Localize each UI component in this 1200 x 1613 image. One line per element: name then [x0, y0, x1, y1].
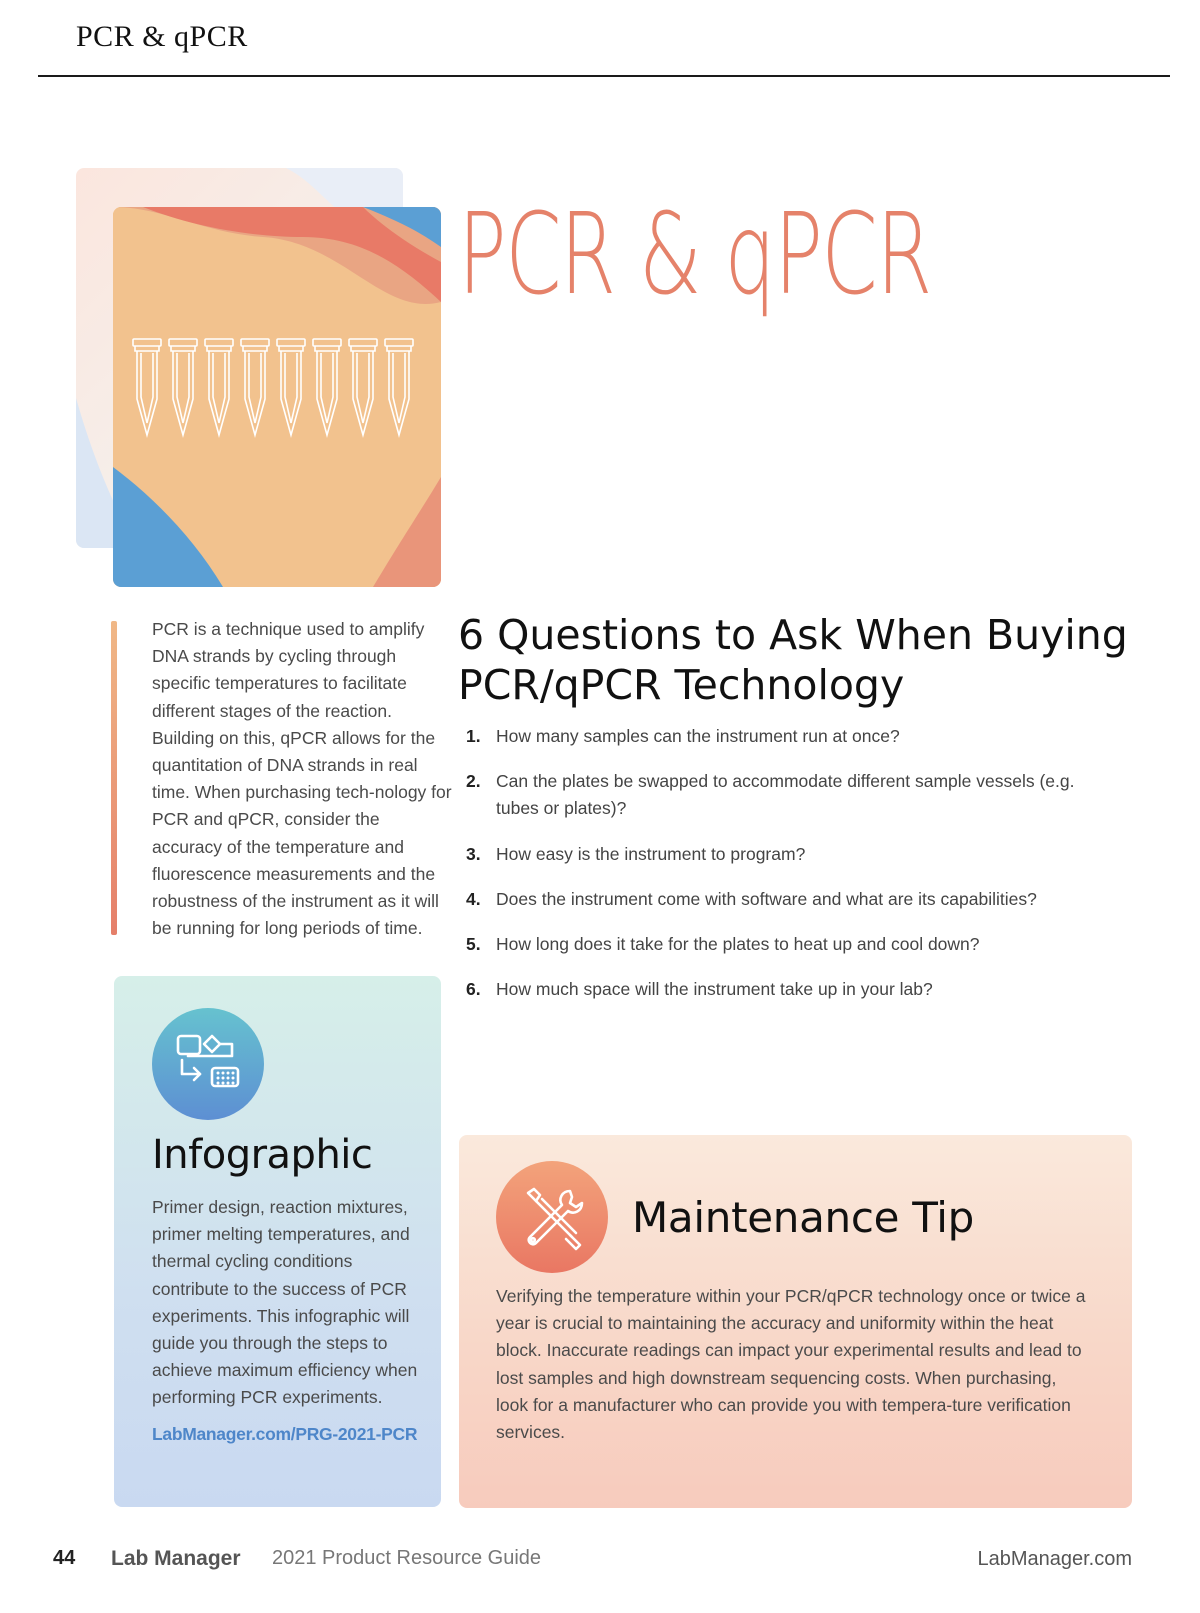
question-number: 6. — [466, 979, 481, 999]
question-item — [466, 976, 1106, 1003]
intro-accent-bar — [111, 621, 117, 935]
questions-heading: 6 Questions to Ask When Buying PCR/qPCR Technology — [458, 611, 1128, 709]
intro-paragraph: PCR is a technique used to amplify DNA strands by cycling through specific temperatures to facilitate different stages of the reaction. Building on this, qPCR allows for the quantitation of DNA strands in real time. When purchasing tech-nology for PCR and qPCR, consider the accuracy of the temperature and fluorescence measurements and the robustness of the instrument as it will be running for long periods of time. — [152, 619, 452, 939]
maintenance-tip-card — [459, 1135, 1132, 1508]
question-number: 3. — [466, 844, 481, 864]
hero-art — [113, 207, 441, 587]
page-number: 44 — [53, 1547, 76, 1569]
tools-icon — [496, 1161, 608, 1273]
question-text: How long does it take for the plates to heat up and cool down? — [496, 934, 980, 954]
infographic-card — [114, 976, 441, 1507]
footer-brand: Lab Manager — [111, 1547, 241, 1570]
question-item — [466, 886, 1106, 913]
question-number: 2. — [466, 771, 481, 791]
question-item — [466, 723, 1106, 750]
running-header: PCR & qPCR — [76, 20, 248, 53]
question-number: 5. — [466, 934, 481, 954]
question-item — [466, 841, 1106, 868]
workflow-icon — [152, 1008, 264, 1120]
questions-list — [466, 723, 1106, 1021]
infographic-body: Primer design, reaction mixtures, primer melting temperatures, and thermal cycling conditions contribute to the success of PCR experiments. This infographic will guide you through the steps to achieve maximum efficiency when performing PCR experiments. — [152, 1197, 418, 1408]
infographic-link[interactable]: LabManager.com/PRG-2021-PCR — [152, 1424, 418, 1444]
footer-guide-title: 2021 Product Resource Guide — [272, 1547, 542, 1569]
question-text: Can the plates be swapped to accommodate different sample vessels (e.g. tubes or plates)? — [496, 771, 1075, 818]
page-title: PCR & qPCR — [458, 190, 931, 320]
infographic-title: Infographic — [152, 1132, 373, 1178]
question-text: How easy is the instrument to program? — [496, 844, 806, 864]
question-number: 4. — [466, 889, 481, 909]
footer-website[interactable]: LabManager.com — [977, 1548, 1132, 1570]
question-item — [466, 931, 1106, 958]
question-item — [466, 768, 1106, 822]
question-number: 1. — [466, 726, 481, 746]
question-text: How many samples can the instrument run at once? — [496, 726, 900, 746]
header-rule — [38, 75, 1170, 77]
question-text: How much space will the instrument take up in your lab? — [496, 979, 933, 999]
maintenance-tip-title: Maintenance Tip — [632, 1193, 975, 1242]
question-text: Does the instrument come with software and what are its capabilities? — [496, 889, 1037, 909]
maintenance-tip-body: Verifying the temperature within your PCR/qPCR technology once or twice a year is crucial to maintaining the accuracy and uniformity within the heat block. Inaccurate readings can impact your experimental results and lead to lost samples and high downstream sequencing costs. When purchasing, look for a manufacturer who can provide you with tempera-ture verification services. — [496, 1286, 1086, 1443]
